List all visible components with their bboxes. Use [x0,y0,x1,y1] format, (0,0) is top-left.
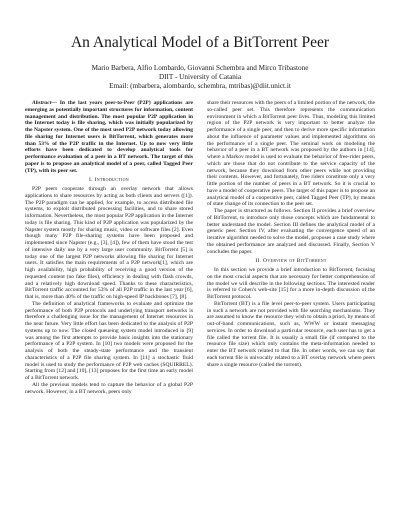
paper-title: An Analytical Model of a BitTorrent Peer [70,34,330,51]
abstract-lead: Abstract [32,100,52,106]
section-heading-overview: II. Overview of BitTorrent [255,258,327,265]
left-column [25,100,193,395]
body-paragraph: In this section we provide a brief introduction to BitTorrent, focusing on the most crucial aspects that are necessary for better comprehension of the model we will describe in the following sections. The interested reader is referred to Cohen's web-site [15] for a more in-depth discussion of the BitTorrent protocol. [207,267,375,300]
body-paragraph: The paper is structured as follows. Section II provides a brief overview of BitTorrent, to introduce only those concepts which are fundamental to better understand the model. Section III defines the analytical model of a generic peer. Section IV, after evaluating the convergence speed of an iterative algorithm needed to solve the model, proposes a case study where the obtained performance are analyzed and discussed. Finally, Section V concludes the paper. [207,208,375,255]
right-column [207,100,375,368]
section-heading-introduction: I. Introduction [89,177,129,184]
abstract-text: — In the last years peer-to-Peer (P2P) applications are emerging as potentially important structures for information, content management and distribution. The most popular P2P application in the Internet today is file sharing, which was initially popularized by the Napster system. One of the most used P2P network today allowing file sharing for Internet users is BitTorrent, which generates more than 53% of the P2P traffic in the Internet. Up to now very little efforts have been dedicated to develop analytical tools for performance evaluation of a peer in a BT network. The target of this paper is to propose an analytical model of a peer, called Tagged Peer (TP), with its peer set. [25,100,193,174]
body-paragraph: BitTorrent (BT) is a file level peer-to-peer system. Users participating in such a network are not provided with file searching mechanisms. They are assumed to know the resource they wish to obtain a priori, by means of out-of-band communications, such as, WWW or instant messaging services. In order to download a particular resource, each user has to get a file called the torrent file. It is usually a small file (if compared to the resource file size) which only contains the meta-information needed to enter the BT network related to that file. In other words, we can say that each torrent file is univocally related to a BT overlay network where peers share a single resource (called the torrent). [207,300,375,368]
body-paragraph: share their resources with the peers of a limited portion of the network, the so-called peer set. This therefore represents the communication environment in which a BitTorrent peer lives. Thus, modeling this limited region of the P2P network is very important to better analyze the performance of a single peer, and then to derive more specific information about the influence of parameter values and implemented algorithms on the performance of a single peer. The seminal work on modeling the behavior of a peer in a BT network was proposed by the authors in [14], where a Markov model is used to evaluate the behavior of free-rider peers, which are those that do not contribute to the service capacity of the network, because they download from other peers while not providing their contents. However, and fortunately, free riders constitute only a very little portion of the number of peers in a BT network. So it is crucial to have a model of cooperative peers. The target of this paper is to propose an analytical model of a cooperative peer, called Tagged Peer (TP), by means of state change of its connection to the peer set. [207,100,376,208]
abstract [25,100,193,174]
author-names: Mario Barbera, Alfio Lombardo, Giovanni Schembra and Mirco Tribastone [91,64,309,72]
author-email: Email: (mbarbera, alombardo, schembra, mtribas)@diit.unict.it [109,82,291,90]
body-paragraph: P2P peers cooperate through an overlay network that allows applications to share resources by acting as both clients and servers ([1]). The P2P paradigm can be applied, for example, to access distributed file systems, to exploit distributed processing facilities, and to share stored information. Nevertheless, the most popular P2P application in the Internet today is file sharing. This kind of P2P application was popularized by the Napster system mostly for sharing music, video or software files [2]. Even though many P2P file-sharing systems have been proposed and implemented since Napster (e.g., [3], [4]), few of them have stood the test of intensive daily use by a very large user community. BitTorrent [5] is today one of the largest P2P networks allowing file sharing for Internet users. It satisfies the main requirements of a P2P network[1], which are high availability, high probability of receiving a good version of the requested content (no fake files), efficiency in dealing with flash crowds, and a relatively high download speed. Thanks to these characteristics, BitTorrent traffic accounted for 53% of all P2P traffic in the last year [6], that is, more than 40% of the traffic on high-speed IP backbones [7], [8]. [25,186,193,300]
affiliation: DIIT - University of Catania [158,73,242,81]
author-block [0,64,400,91]
body-paragraph: All the previous models tend to capture the behavior of a global P2P network. However, in a BT network, peers only [25,381,193,395]
body-paragraph: The definition of analytical frameworks to evaluate and optimize the performance of both P2P protocols and underlying transport networks is therefore a challenging issue for the management of Internet resources in the near future. Very little effort has been dedicated to the analysis of P2P systems up to now. The closed queueing system model introduced in [9] was among the first attempts to provide basic insights into the stationary performance of a P2P system. In [10] two models were proposed for the analysis of both the steady-state performance and the transient characteristics of a P2P file sharing system. In [11] a stochastic fluid model is used to study the performance of P2P web caches (SQUIRREL). Starting from [12] and [10], [13] proposes for the first time an early model of a BitTorrent network. [25,300,193,381]
